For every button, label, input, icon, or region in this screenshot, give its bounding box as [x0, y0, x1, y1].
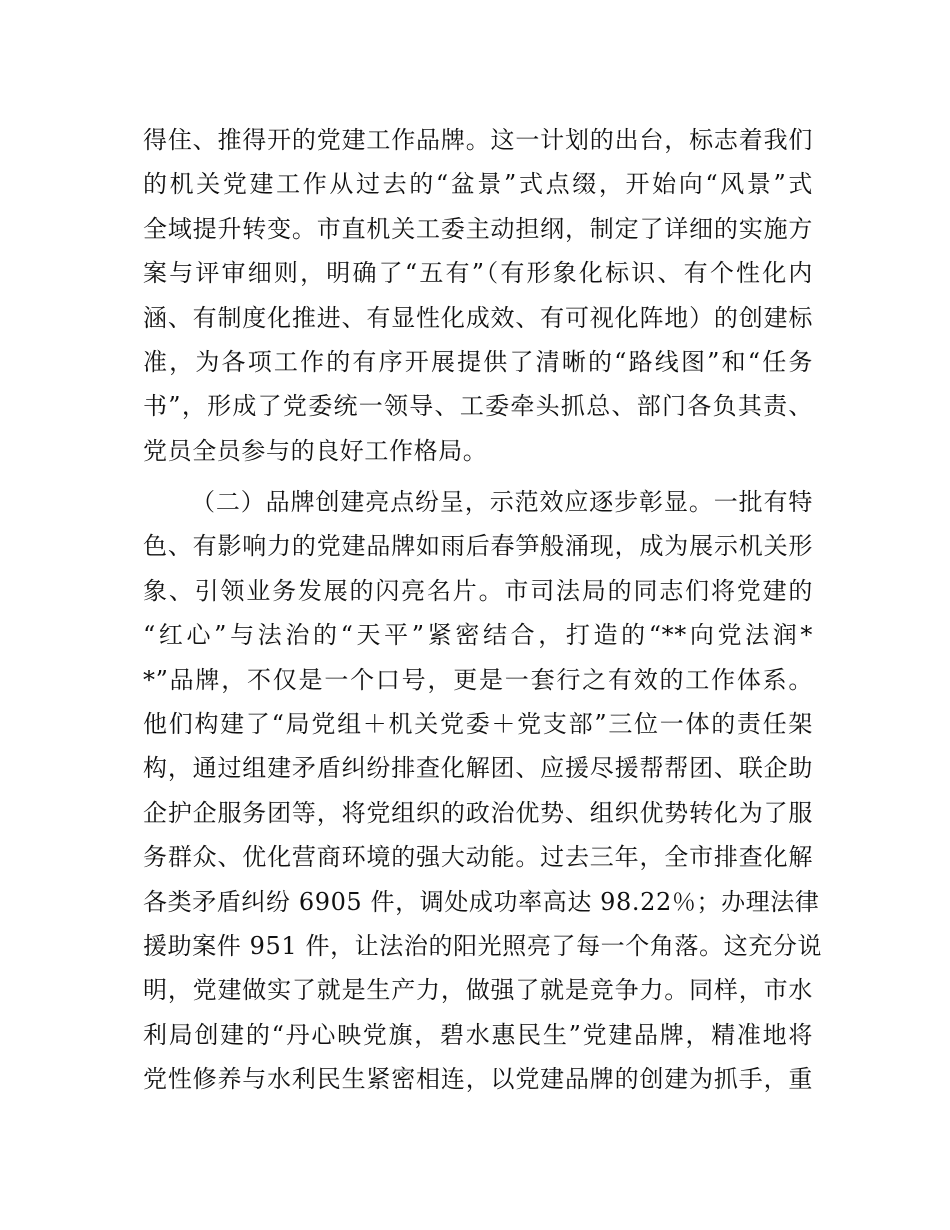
- text-line: 象、引领业务发展的闪亮名片。市司法局的同志们将党建的: [143, 576, 813, 605]
- text-line: 的机关党建工作从过去的“盆景”式点缀，开始向“风景”式: [143, 170, 813, 199]
- text-line: 党员全员参与的良好工作格局。: [143, 436, 488, 465]
- text-line: 书”，形成了党委统一领导、工委牵头抓总、部门各负其责、: [143, 392, 813, 421]
- text-line: 利局创建的“丹心映党旗，碧水惠民生”党建品牌，精准地将: [143, 1020, 813, 1049]
- paragraph-2: [143, 480, 823, 1101]
- text-line: 案与评审细则，明确了“五有”（有形象化标识、有个性化内: [143, 259, 813, 288]
- text-line: 他们构建了“局党组＋机关党委＋党支部”三位一体的责任架: [143, 709, 813, 738]
- text-line: 构，通过组建矛盾纠纷排查化解团、应援尽援帮帮团、联企助: [143, 754, 813, 783]
- paragraph-1: [143, 118, 813, 473]
- text-line: 得住、推得开的党建工作品牌。这一计划的出台，标志着我们: [143, 126, 813, 154]
- text-line: （二）品牌创建亮点纷呈，示范效应逐步彰显。一批有特: [191, 488, 813, 516]
- text-line: 涵、有制度化推进、有显性化成效、有可视化阵地）的创建标: [143, 303, 813, 332]
- text-line: “红心”与法治的“天平”紧密结合，打造的“**向党法润*: [143, 621, 813, 650]
- text-line: 援助案件 951 件，让法治的阳光照亮了每一个角落。这充分说: [143, 931, 823, 960]
- text-line: 全域提升转变。市直机关工委主动担纲，制定了详细的实施方: [143, 214, 813, 243]
- text-line: 明，党建做实了就是生产力，做强了就是竞争力。同样，市水: [143, 976, 813, 1005]
- text-line: 各类矛盾纠纷 6905 件，调处成功率高达 98.22％；办理法律: [143, 887, 820, 916]
- text-line: *”品牌，不仅是一个口号，更是一套行之有效的工作体系。: [143, 665, 813, 694]
- text-line: 企护企服务团等，将党组织的政治优势、组织优势转化为了服: [143, 798, 813, 827]
- text-line: 党性修养与水利民生紧密相连，以党建品牌的创建为抓手，重: [143, 1065, 813, 1094]
- text-line: 准，为各项工作的有序开展提供了清晰的“路线图”和“任务: [143, 347, 813, 376]
- text-line: 务群众、优化营商环境的强大动能。过去三年，全市排查化解: [143, 843, 813, 872]
- text-line: 色、有影响力的党建品牌如雨后春笋般涌现，成为展示机关形: [143, 532, 813, 561]
